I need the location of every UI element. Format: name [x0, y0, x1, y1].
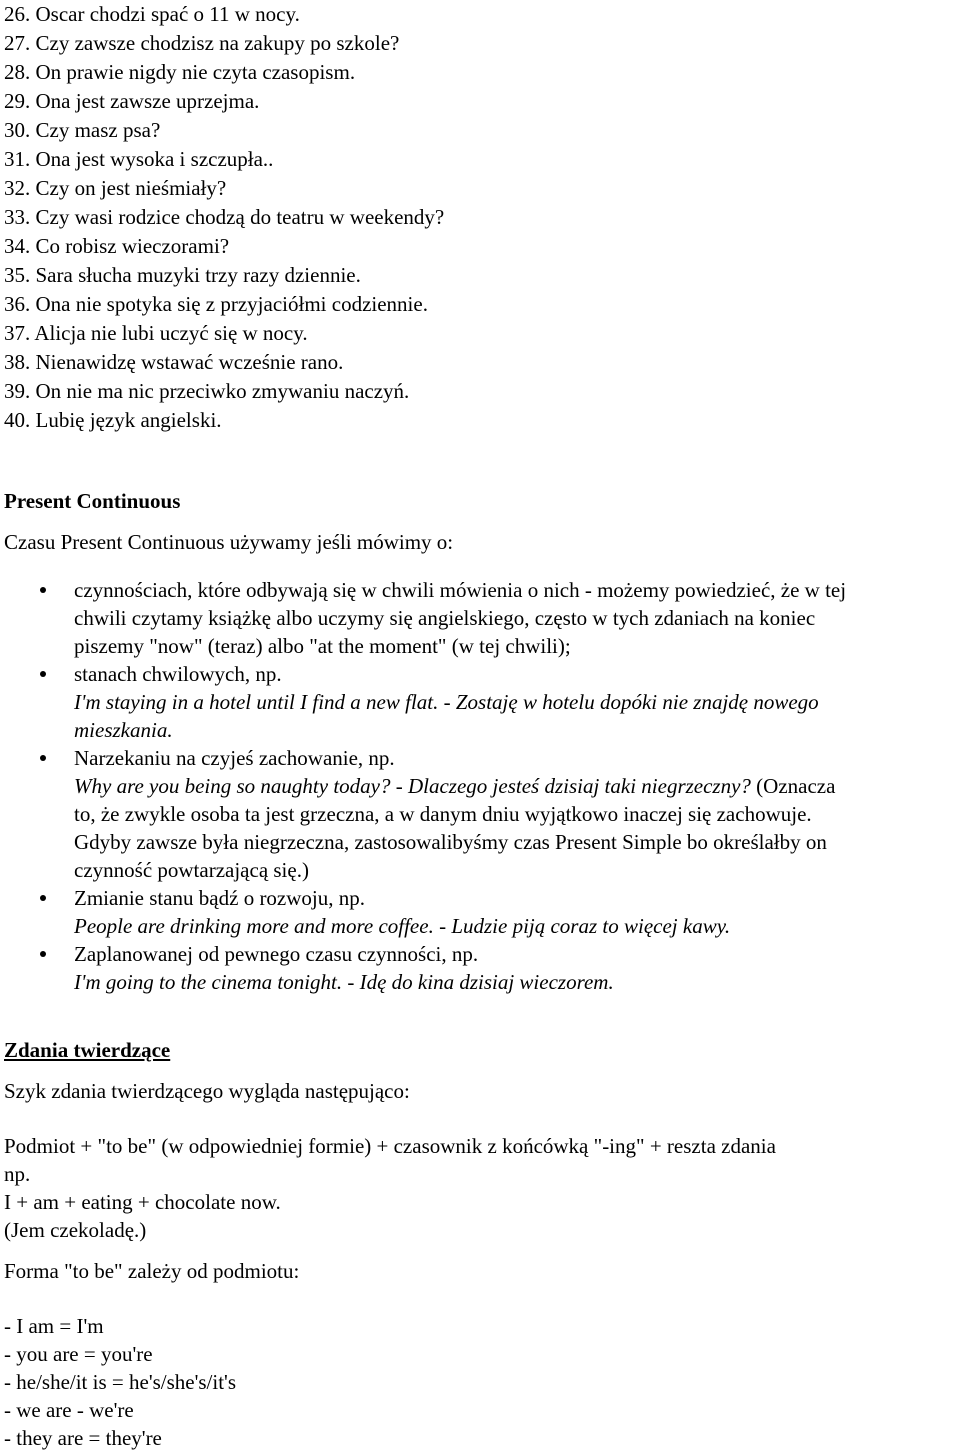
bullet-item-current-actions	[4, 576, 959, 660]
bullet-text: czynnościach, które odbywają się w chwili mówienia o nich - możemy powiedzieć, że w tej	[74, 578, 847, 602]
list-item: - I am = I'm	[4, 1314, 104, 1338]
bullet-dot-icon	[40, 895, 46, 901]
present-continuous-intro: Czasu Present Continuous używamy jeśli mówimy o:	[4, 530, 454, 554]
bullet-text: Narzekaniu na czyjeś zachowanie, np.	[74, 746, 395, 770]
list-item: - we are - we're	[4, 1398, 134, 1422]
list-item: - they are = they're	[4, 1426, 162, 1450]
list-item: 34. Co robisz wieczorami?	[4, 234, 230, 258]
bullet-dot-icon	[40, 951, 46, 957]
bullet-text: czynność powtarzającą się.)	[74, 858, 309, 882]
list-item: 40. Lubię język angielski.	[4, 408, 222, 432]
bullet-text: Gdyby zawsze była niegrzeczna, zastosowalibyśmy czas Present Simple bo określałby on	[74, 830, 827, 854]
list-item: 27. Czy zawsze chodzisz na zakupy po szkole?	[4, 31, 400, 55]
document-page	[4, 0, 959, 1452]
bullet-text: Zaplanowanej od pewnego czasu czynności, np.	[74, 942, 479, 966]
bullet-item-temporary-states	[4, 660, 959, 744]
list-item: 31. Ona jest wysoka i szczupła..	[4, 147, 274, 171]
list-item: 36. Ona nie spotyka się z przyjaciółmi codziennie.	[4, 292, 428, 316]
formula-np: np.	[4, 1162, 31, 1186]
affirmative-heading-text: Zdania twierdzące	[4, 1038, 171, 1062]
bullet-item-changes	[4, 884, 959, 940]
list-item: 32. Czy on jest nieśmiały?	[4, 176, 227, 200]
bullet-dot-icon	[40, 671, 46, 677]
bullet-item-complaints	[4, 744, 959, 884]
to-be-forms-intro: Forma "to be" zależy od podmiotu:	[4, 1259, 300, 1283]
to-be-forms-list	[4, 1312, 959, 1452]
bullet-text: (Oznacza	[750, 774, 836, 798]
example-translation: (Jem czekoladę.)	[4, 1218, 147, 1242]
bullet-text: chwili czytamy książkę albo uczymy się angielskiego, często w tych zdaniach na koniec	[74, 606, 816, 630]
example-sentence: I + am + eating + chocolate now.	[4, 1190, 281, 1214]
bullet-example: People are drinking more and more coffee. - Ludzie piją coraz to więcej kawy.	[74, 914, 731, 938]
list-item: 38. Nienawidzę wstawać wcześnie rano.	[4, 350, 344, 374]
list-item: 26. Oscar chodzi spać o 11 w nocy.	[4, 2, 300, 26]
bullet-text: Zmianie stanu bądź o rozwoju, np.	[74, 886, 366, 910]
usage-bullet-list	[4, 576, 959, 996]
bullet-text: piszemy "now" (teraz) albo "at the moment" (w tej chwili);	[74, 634, 571, 658]
list-item: 33. Czy wasi rodzice chodzą do teatru w weekendy?	[4, 205, 445, 229]
bullet-example: Why are you being so naughty today? - Dlaczego jesteś dzisiaj taki niegrzeczny?	[74, 774, 751, 798]
numbered-sentence-list	[4, 0, 959, 435]
list-item: 37. Alicja nie lubi uczyć się w nocy.	[4, 321, 308, 345]
bullet-dot-icon	[40, 587, 46, 593]
formula-line: Podmiot + "to be" (w odpowiedniej formie) + czasownik z końcówką "-ing" + reszta zdania	[4, 1134, 776, 1158]
list-item: 39. On nie ma nic przeciwko zmywaniu naczyń.	[4, 379, 410, 403]
list-item: 30. Czy masz psa?	[4, 118, 161, 142]
bullet-item-plans	[4, 940, 959, 996]
list-item: 29. Ona jest zawsze uprzejma.	[4, 89, 260, 113]
bullet-example-line	[74, 772, 959, 800]
bullet-dot-icon	[40, 755, 46, 761]
bullet-text: to, że zwykle osoba ta jest grzeczna, a w danym dniu wyjątkowo inaczej się zachowuje.	[74, 802, 812, 826]
bullet-example: mieszkania.	[74, 718, 173, 742]
bullet-example: I'm staying in a hotel until I find a new flat. - Zostaję w hotelu dopóki nie znajdę nowego	[74, 690, 819, 714]
list-item: 28. On prawie nigdy nie czyta czasopism.	[4, 60, 356, 84]
affirmative-heading	[4, 1036, 959, 1064]
bullet-example: I'm going to the cinema tonight. - Idę do kina dzisiaj wieczorem.	[74, 970, 614, 994]
present-continuous-heading: Present Continuous	[4, 489, 181, 513]
affirmative-intro: Szyk zdania twierdzącego wygląda następująco:	[4, 1079, 410, 1103]
bullet-text: stanach chwilowych, np.	[74, 662, 282, 686]
list-item: - you are = you're	[4, 1342, 153, 1366]
list-item: - he/she/it is = he's/she's/it's	[4, 1370, 237, 1394]
list-item: 35. Sara słucha muzyki trzy razy dziennie.	[4, 263, 361, 287]
